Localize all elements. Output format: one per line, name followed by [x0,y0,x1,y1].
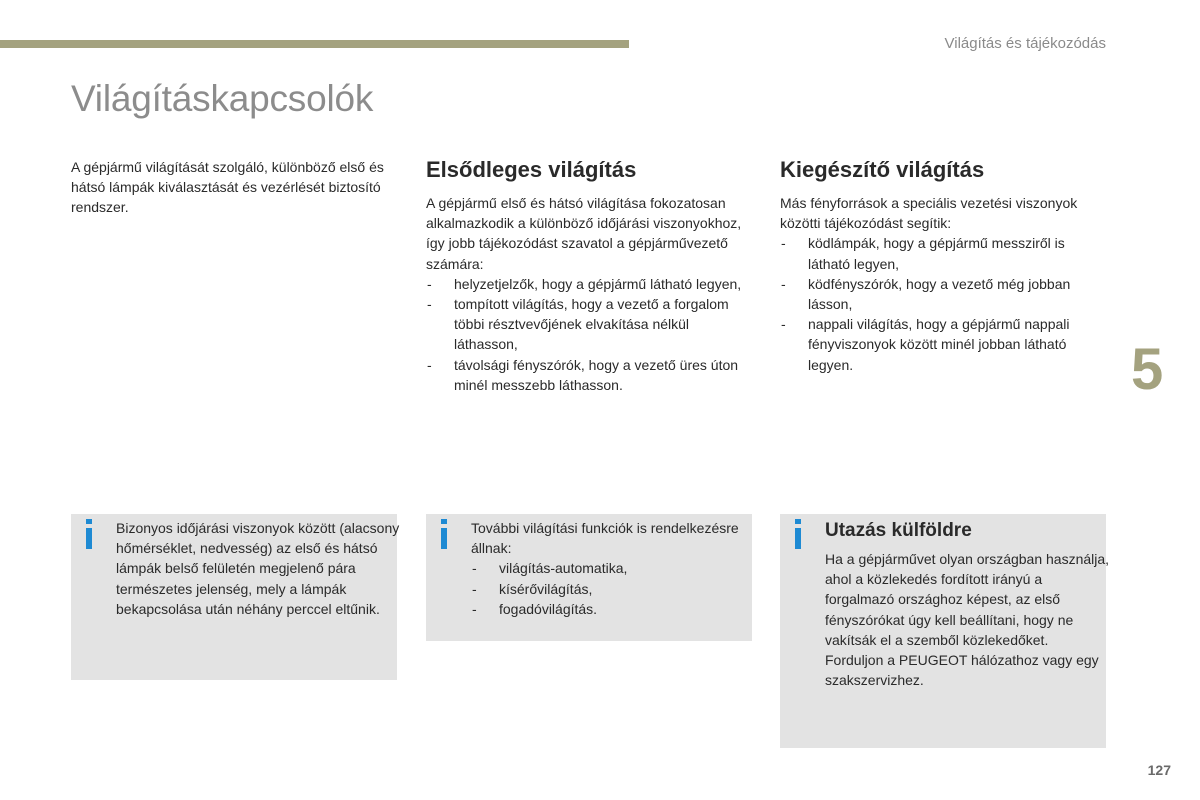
note-text: Forduljon a PEUGEOT hálózathoz vagy egy szakszervizhez. [825,652,1099,689]
note-body [825,518,1110,690]
secondary-lighting-section [780,155,1108,375]
list-item: - fogadóvilágítás. [471,599,756,619]
primary-lighting-section [426,155,754,395]
note-list [471,558,756,619]
note-text: További világítási funkciók is rendelkezésre állnak: [471,520,739,557]
list-item: - távolsági fényszórók, hogy a vezető üres úton minél messzebb láthasson. [426,355,754,395]
note-box-condensation [71,514,400,680]
note-box-travel [780,514,1110,748]
primary-lighting-text: A gépjármű első és hátsó világítása fokozatosan alkalmazkodik a különböző időjárási viszonyokhoz, így jobb tájékozódást szavatol a gépjárművezető számára: [426,195,742,272]
info-icon [84,519,96,549]
note-text: Bizonyos időjárási viszonyok között (alacsony hőmérséklet, nedvesség) az első és hátsó lámpák belső felületén megjelenő pára természetes jelenség, mely a lámpák bekapcsolása után néhány perccel eltűnik. [116,520,400,617]
list-item: - kísérővilágítás, [471,579,756,599]
section-label: Világítás és tájékozódás [944,35,1106,52]
header-accent-bar [0,40,629,48]
note-heading: Utazás külföldre [825,520,972,541]
info-icon [439,519,451,549]
secondary-lighting-text: Más fényforrások a speciális vezetési viszonyok közötti tájékozódást segítik: [780,195,1078,232]
info-icon [793,519,805,549]
note-text: Ha a gépjárművet olyan országban használja, ahol a közlekedés fordított irányú a forgalmazó országhoz képest, az első fényszórókat úgy kell beállítani, hogy ne vakítsák el a szemből közlekedőket. [825,551,1110,648]
chapter-number: 5 [1131,337,1164,402]
list-item: - ködfényszórók, hogy a vezető még jobban lásson, [780,274,1108,314]
list-item: - helyzetjelzők, hogy a gépjármű látható legyen, [426,274,754,294]
page-title: Világításkapcsolók [71,78,374,119]
list-item: - nappali világítás, hogy a gépjármű nappali fényviszonyok között minél jobban látható legyen. [780,314,1108,375]
intro-paragraph: A gépjármű világítását szolgáló, különböző első és hátsó lámpák kiválasztását és vezérlését biztosító rendszer. [71,159,384,216]
primary-lighting-heading: Elsődleges világítás [426,157,637,182]
primary-lighting-list [426,274,754,395]
list-item: - ködlámpák, hogy a gépjármű messziről is látható legyen, [780,233,1108,273]
secondary-lighting-list [780,233,1108,374]
list-item: - világítás-automatika, [471,558,756,578]
list-item: - tompított világítás, hogy a vezető a forgalom többi résztvevőjének elvakítása nélkül láthasson, [426,294,754,355]
note-body [471,518,756,619]
page-number: 127 [1147,762,1171,778]
secondary-lighting-heading: Kiegészítő világítás [780,157,985,182]
note-box-functions [426,514,752,641]
